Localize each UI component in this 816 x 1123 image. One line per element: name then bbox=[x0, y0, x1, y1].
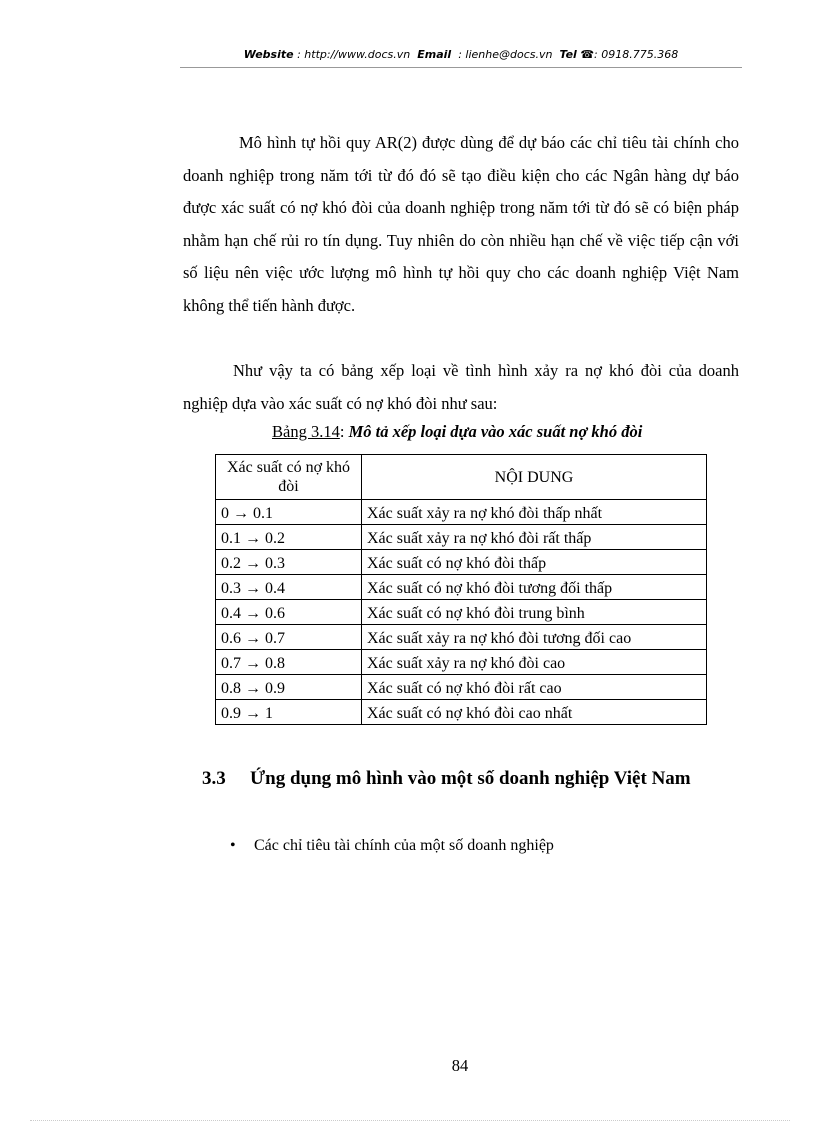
tel-value: : 0918.775.368 bbox=[594, 48, 679, 61]
phone-icon: ☎ bbox=[580, 48, 595, 61]
description-cell: Xác suất có nợ khó đòi trung bình bbox=[362, 600, 707, 625]
bullet-item bbox=[230, 836, 554, 856]
section-number: 3.3 bbox=[202, 768, 226, 789]
caption-label: Bảng 3.14 bbox=[272, 422, 340, 441]
description-cell: Xác suất xảy ra nợ khó đòi tương đối cao bbox=[362, 625, 707, 650]
table-caption bbox=[272, 422, 722, 442]
website-label: Website bbox=[243, 48, 294, 61]
probability-range-cell: 0.9 → 1 bbox=[216, 700, 362, 725]
tel-label: Tel bbox=[559, 48, 577, 61]
email-link[interactable]: : lienhe@docs.vn bbox=[458, 48, 553, 61]
table-row bbox=[216, 575, 707, 600]
description-cell: Xác suất xảy ra nợ khó đòi cao bbox=[362, 650, 707, 675]
probability-range-cell: 0.2 → 0.3 bbox=[216, 550, 362, 575]
description-cell: Xác suất có nợ khó đòi thấp bbox=[362, 550, 707, 575]
table-row bbox=[216, 525, 707, 550]
description-cell: Xác suất xảy ra nợ khó đòi rất thấp bbox=[362, 525, 707, 550]
description-cell: Xác suất có nợ khó đòi tương đối thấp bbox=[362, 575, 707, 600]
table-row bbox=[216, 650, 707, 675]
caption-separator: : bbox=[339, 422, 349, 441]
paragraph-1: Mô hình tự hồi quy AR(2) được dùng để dự báo các chỉ tiêu tài chính cho doanh nghiệp trong năm tới từ đó đó sẽ tạo điều kiện cho các Ngân hàng dự báo được xác suất có nợ khó đòi của doanh nghiệp trong năm tới từ đó sẽ có biện pháp nhằm hạn chế rủi ro tín dụng. Tuy nhiên do còn nhiều hạn chế về việc tiếp cận với số liệu nên việc ước lượng mô hình tự hồi quy cho các doanh nghiệp Việt Nam không thể tiến hành được. bbox=[183, 133, 739, 315]
section-heading bbox=[202, 760, 742, 797]
probability-range-cell: 0.4 → 0.6 bbox=[216, 600, 362, 625]
risk-classification-table bbox=[215, 454, 707, 725]
probability-range-cell: 0.7 → 0.8 bbox=[216, 650, 362, 675]
table-row bbox=[216, 675, 707, 700]
caption-title: Mô tả xếp loại dựa vào xác suất nợ khó đòi bbox=[348, 422, 643, 441]
probability-range-cell: 0.1 → 0.2 bbox=[216, 525, 362, 550]
bullet-text: Các chỉ tiêu tài chính của một số doanh nghiệp bbox=[254, 837, 554, 854]
probability-range-cell: 0 → 0.1 bbox=[216, 500, 362, 525]
table-header-row bbox=[216, 455, 707, 500]
page-number: 84 bbox=[451, 1056, 469, 1075]
bullet-icon: • bbox=[230, 837, 236, 854]
website-link[interactable]: : http://www.docs.vn bbox=[297, 48, 411, 61]
table-row bbox=[216, 625, 707, 650]
paragraph-2: Như vậy ta có bảng xếp loại về tình hình xảy ra nợ khó đòi của doanh nghiệp dựa vào xác suất có nợ khó đòi như sau: bbox=[183, 361, 739, 413]
table-body bbox=[216, 500, 707, 725]
email-label: Email bbox=[417, 48, 452, 61]
col-probability-header: Xác suất có nợ khó đòi bbox=[216, 455, 362, 500]
table-row bbox=[216, 600, 707, 625]
col-content-header: NỘI DUNG bbox=[362, 455, 707, 500]
table-row bbox=[216, 500, 707, 525]
footer-divider bbox=[30, 1120, 790, 1121]
section-title: Ứng dụng mô hình vào một số doanh nghiệp Việt Nam bbox=[250, 768, 691, 789]
probability-range-cell: 0.6 → 0.7 bbox=[216, 625, 362, 650]
description-cell: Xác suất xảy ra nợ khó đòi thấp nhất bbox=[362, 500, 707, 525]
probability-range-cell: 0.3 → 0.4 bbox=[216, 575, 362, 600]
description-cell: Xác suất có nợ khó đòi cao nhất bbox=[362, 700, 707, 725]
description-cell: Xác suất có nợ khó đòi rất cao bbox=[362, 675, 707, 700]
probability-range-cell: 0.8 → 0.9 bbox=[216, 675, 362, 700]
page-header bbox=[180, 48, 742, 68]
table-row bbox=[216, 700, 707, 725]
table-row bbox=[216, 550, 707, 575]
